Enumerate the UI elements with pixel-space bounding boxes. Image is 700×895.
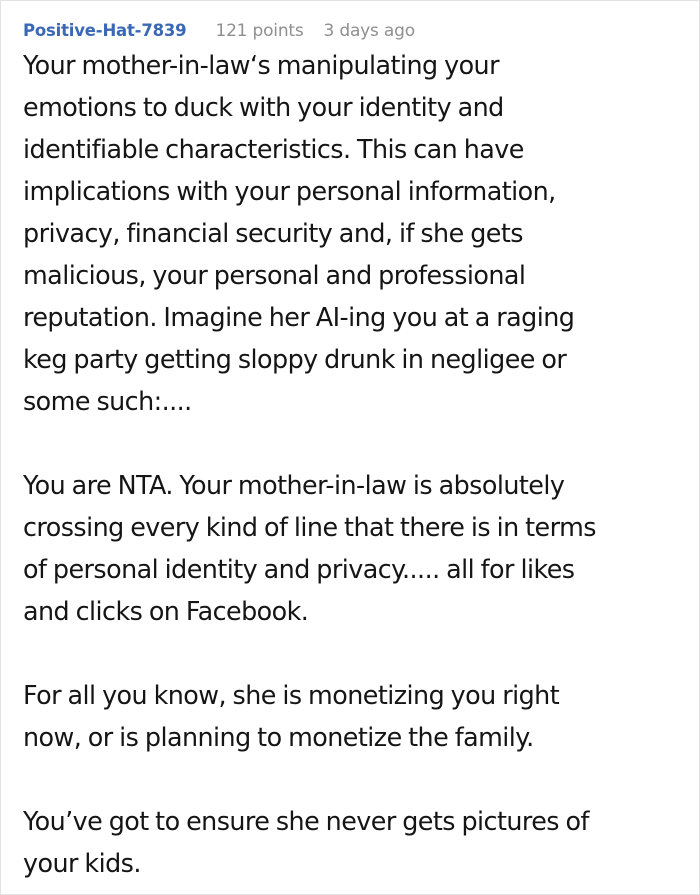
comment-line: emotions to duck with your identity and bbox=[23, 92, 504, 122]
comment-line: implications with your personal information, bbox=[23, 176, 556, 206]
comment-line: You’ve got to ensure she never gets pictures of bbox=[23, 806, 589, 836]
comment-line: keg party getting sloppy drunk in negligee or bbox=[23, 344, 567, 374]
comment-line: reputation. Imagine her AI-ing you at a raging bbox=[23, 302, 575, 332]
comment-line: identifiable characteristics. This can have bbox=[23, 134, 524, 164]
comment-line: malicious, your personal and professional bbox=[23, 260, 526, 290]
comment-body bbox=[23, 44, 677, 884]
comment-paragraph bbox=[23, 44, 677, 422]
comment-line: You are NTA. Your mother-in-law is absolutely bbox=[23, 470, 565, 500]
comment-line: and clicks on Facebook. bbox=[23, 596, 309, 626]
comment-timestamp: 3 days ago bbox=[323, 21, 415, 41]
comment-paragraph bbox=[23, 464, 677, 632]
comment-paragraph bbox=[23, 674, 677, 758]
comment-line: now, or is planning to monetize the family. bbox=[23, 722, 534, 752]
comment-points: 121 points bbox=[215, 21, 304, 41]
comment-line: For all you know, she is monetizing you right bbox=[23, 680, 560, 710]
comment-line: of personal identity and privacy..... all for likes bbox=[23, 554, 575, 584]
comment-line: crossing every kind of line that there is in terms bbox=[23, 512, 596, 542]
comment-line: some such:.... bbox=[23, 386, 192, 416]
comment-line: Your mother-in-law‘s manipulating your bbox=[23, 50, 499, 80]
comment-line: your kids. bbox=[23, 848, 141, 878]
comment-header bbox=[23, 19, 677, 43]
comment-line: privacy, financial security and, if she gets bbox=[23, 218, 523, 248]
comment-paragraph bbox=[23, 800, 677, 884]
comment-author-link[interactable]: Positive-Hat-7839 bbox=[23, 21, 187, 40]
